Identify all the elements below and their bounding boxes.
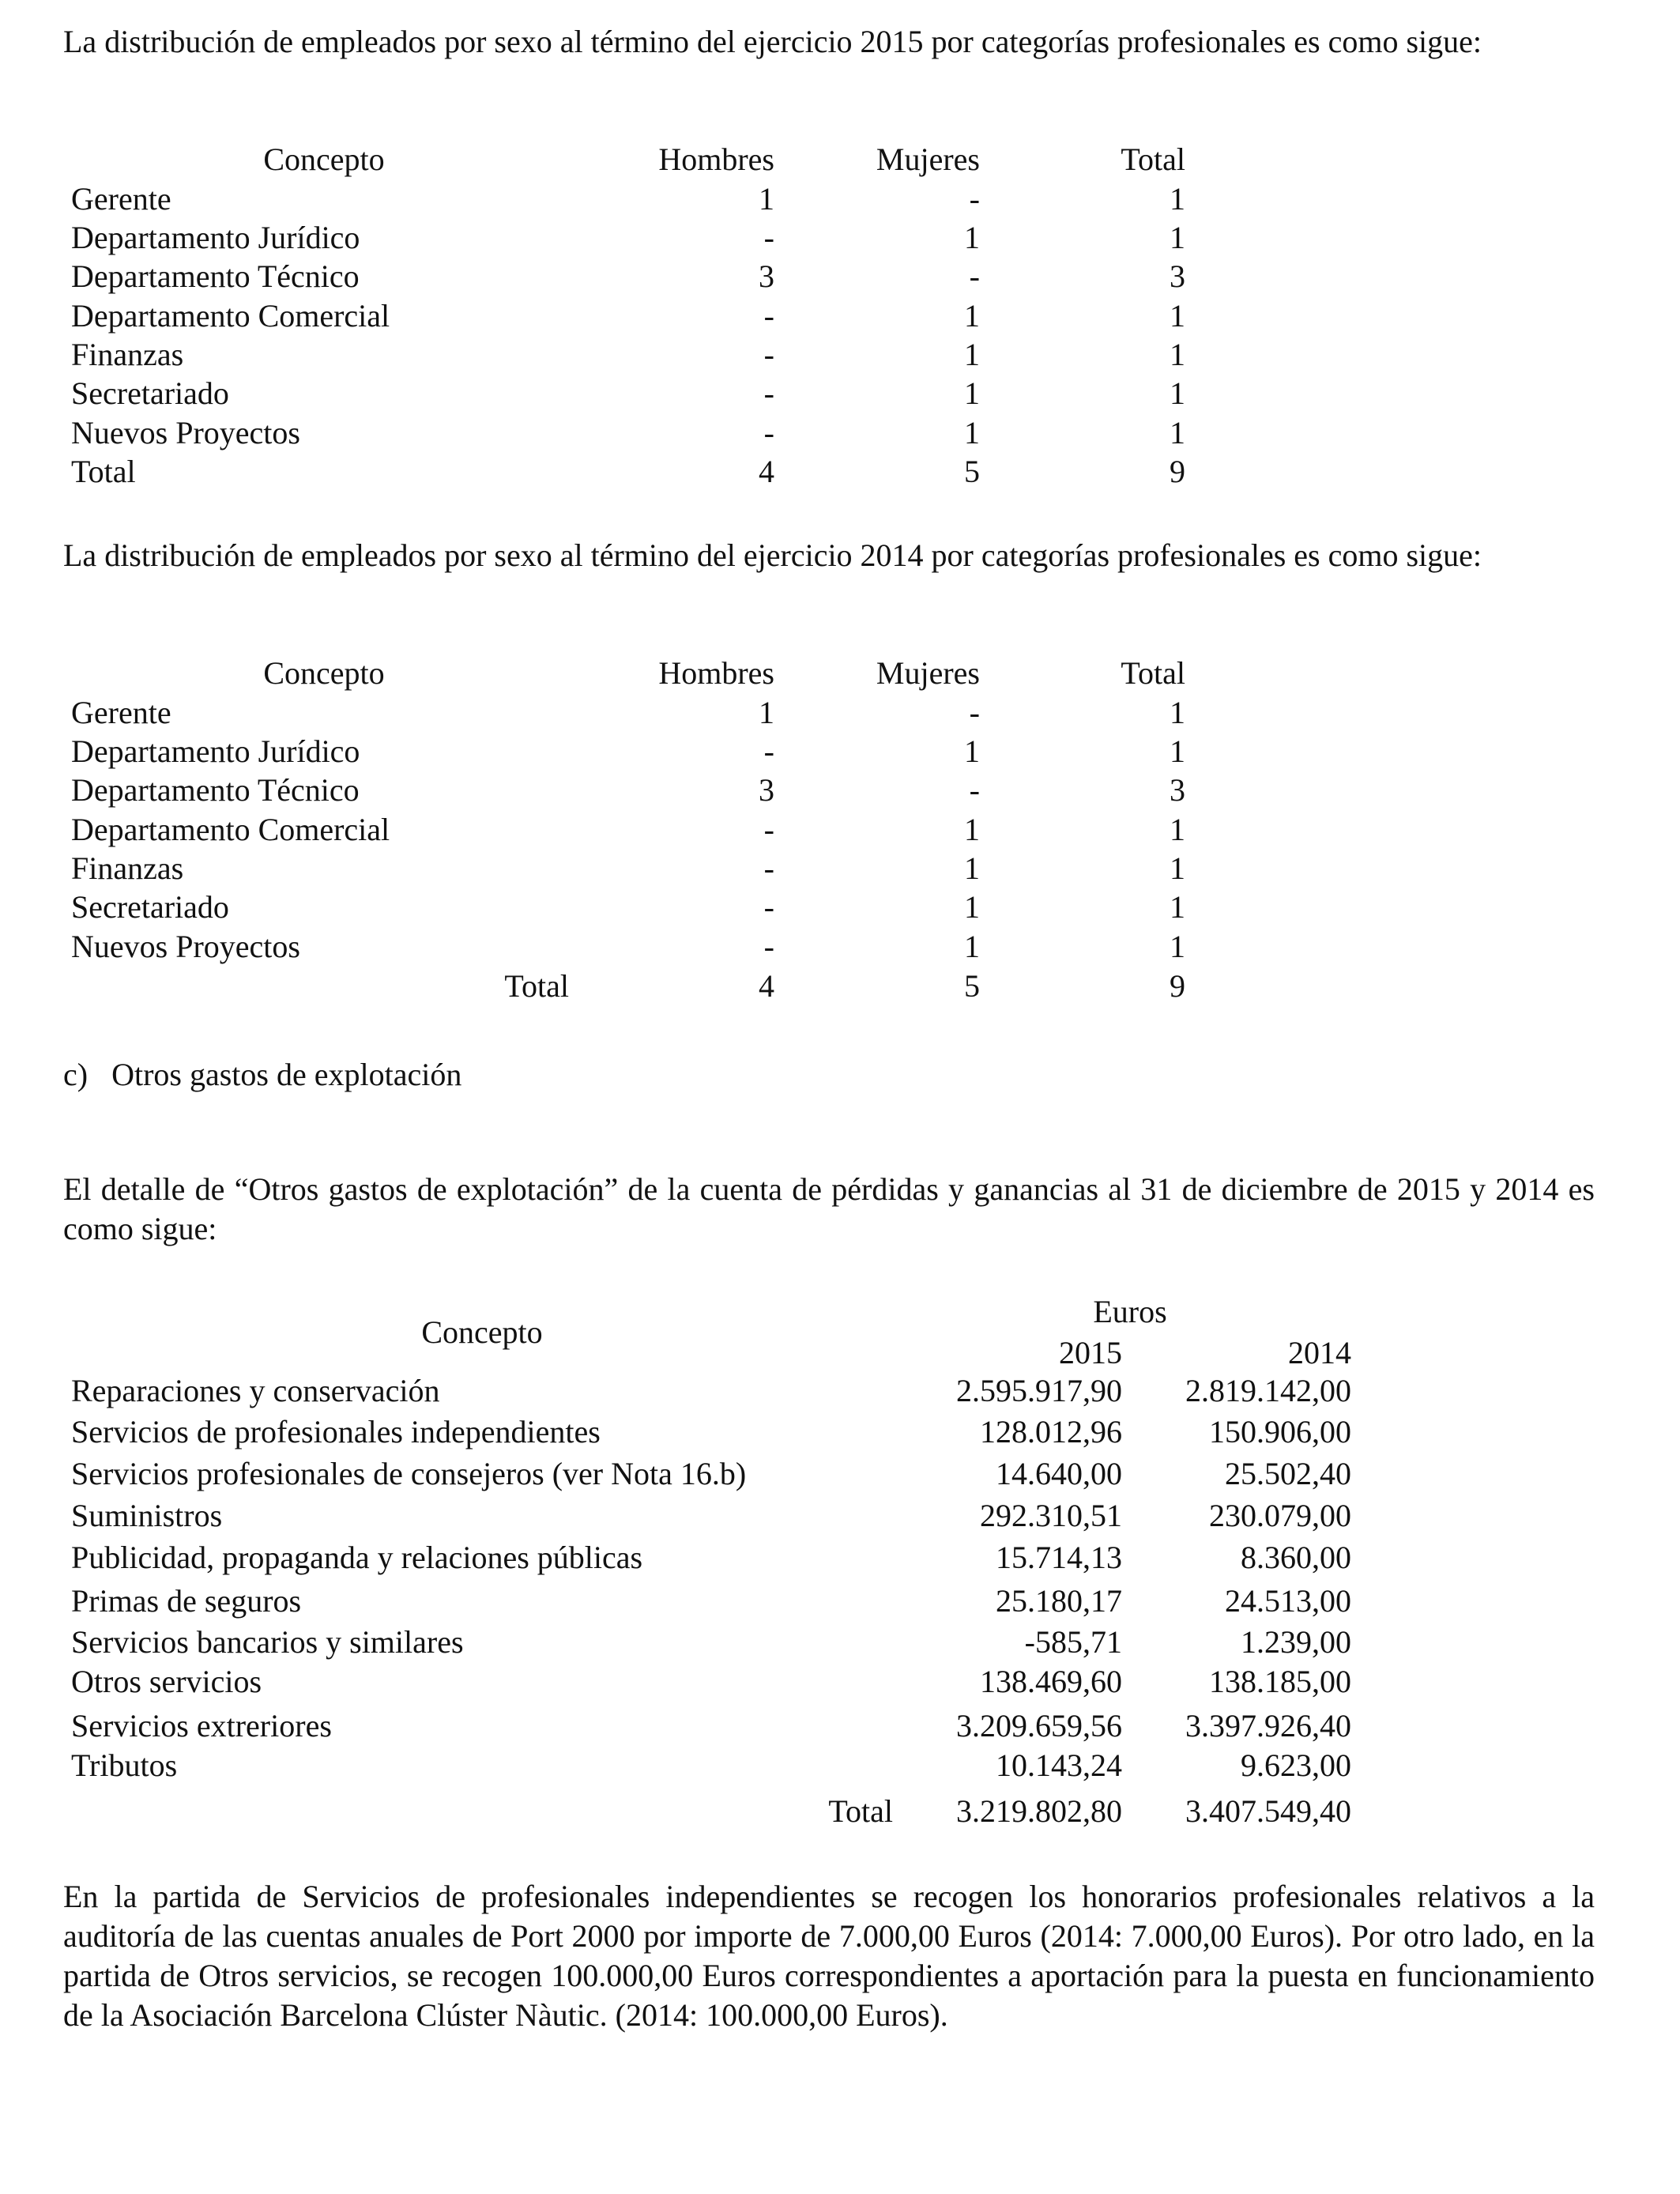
row-mujeres: 1 [964,850,980,886]
row-concepto: Reparaciones y conservación [71,1373,440,1408]
row-mujeres: - [969,258,980,294]
row-total: 1 [1170,181,1185,217]
row-2015: -585,71 [1024,1624,1122,1660]
row-hombres: - [763,812,774,847]
row-hombres: - [763,889,774,925]
row-mujeres: 1 [964,812,980,847]
header-hombres: Hombres [658,655,774,691]
row-total: 9 [1170,454,1185,489]
header-mujeres: Mujeres [876,655,980,691]
row-total: 1 [1170,850,1185,886]
header-2014: 2014 [1288,1335,1351,1370]
row-mujeres: 5 [964,454,980,489]
row-2014: 2.819.142,00 [1185,1373,1351,1408]
row-2015: 25.180,17 [996,1583,1122,1619]
row-mujeres: 1 [964,375,980,411]
row-hombres: 4 [759,454,774,489]
row-total: 1 [1170,220,1185,255]
row-2015: 10.143,24 [996,1747,1122,1783]
row-concepto: Total [504,968,569,1004]
row-mujeres: 1 [964,889,980,925]
row-concepto: Secretariado [71,375,229,411]
row-mujeres: - [969,695,980,730]
header-2015: 2015 [1059,1335,1122,1370]
row-2014: 3.397.926,40 [1185,1708,1351,1744]
row-2014: 1.239,00 [1241,1624,1351,1660]
row-total: 1 [1170,337,1185,372]
row-2015: 128.012,96 [980,1414,1122,1449]
total-label: Total [828,1793,893,1829]
row-concepto: Servicios profesionales de consejeros (ver Nota 16.b) [71,1456,747,1491]
row-total: 1 [1170,929,1185,964]
intro-2015-paragraph: La distribución de empleados por sexo al término del ejercicio 2015 por categorías profesionales es como sigue: [63,24,1482,59]
row-hombres: - [763,850,774,886]
row-concepto: Total [71,454,136,489]
row-concepto: Nuevos Proyectos [71,929,300,964]
total-2015: 3.219.802,80 [956,1793,1122,1829]
row-2015: 15.714,13 [996,1540,1122,1575]
header-euros: Euros [1093,1294,1167,1329]
row-concepto: Nuevos Proyectos [71,415,300,450]
header-total: Total [1121,141,1185,177]
row-2014: 150.906,00 [1209,1414,1351,1449]
row-total: 1 [1170,415,1185,450]
row-total: 1 [1170,695,1185,730]
row-2015: 3.209.659,56 [956,1708,1122,1744]
row-hombres: - [763,415,774,450]
row-concepto: Departamento Técnico [71,772,360,808]
row-mujeres: 1 [964,415,980,450]
row-concepto: Finanzas [71,337,184,372]
row-2014: 25.502,40 [1225,1456,1351,1491]
row-concepto: Finanzas [71,850,184,886]
row-concepto: Publicidad, propaganda y relaciones públicas [71,1540,643,1575]
row-concepto: Primas de seguros [71,1583,302,1619]
row-concepto: Departamento Jurídico [71,733,360,769]
row-2015: 2.595.917,90 [956,1373,1122,1408]
row-concepto: Servicios bancarios y similares [71,1624,464,1660]
row-2015: 14.640,00 [996,1456,1122,1491]
row-hombres: - [763,375,774,411]
row-hombres: - [763,337,774,372]
row-2014: 24.513,00 [1225,1583,1351,1619]
row-hombres: 3 [759,258,774,294]
intro-2014-paragraph: La distribución de empleados por sexo al término del ejercicio 2014 por categorías profesionales es como sigue: [63,537,1482,573]
row-total: 1 [1170,812,1185,847]
row-concepto: Tributos [71,1747,178,1783]
header-concepto: Concepto [421,1314,543,1350]
row-total: 3 [1170,772,1185,808]
row-total: 1 [1170,375,1185,411]
row-hombres: 3 [759,772,774,808]
row-2014: 138.185,00 [1209,1664,1351,1699]
row-concepto: Departamento Jurídico [71,220,360,255]
row-concepto: Otros servicios [71,1664,262,1699]
row-2014: 8.360,00 [1241,1540,1351,1575]
total-2014: 3.407.549,40 [1185,1793,1351,1829]
row-hombres: - [763,298,774,334]
closing-paragraph: En la partida de Servicios de profesionales independientes se recogen los honorarios profesionales relativos a la auditoría de las cuentas anuales de Port 2000 por importe de 7.000,00 Euros (2014: 7.000,00 Euros). Por otro lado, en la partida de Otros servicios, se recogen 100.000,00 Euros correspondientes a aportación para la puesta en funcionamiento de la Asociación Barcelona Clúster Nàutic. (2014: 100.000,00 Euros). [63,1879,1595,2033]
row-concepto: Suministros [71,1498,223,1533]
row-concepto: Servicios de profesionales independientes [71,1414,601,1449]
row-mujeres: 1 [964,298,980,334]
header-total: Total [1121,655,1185,691]
detalle-paragraph: El detalle de “Otros gastos de explotación” de la cuenta de pérdidas y ganancias al 31 de diciembre de 2015 y 2014 es como sigue: [63,1171,1595,1246]
row-mujeres: - [969,181,980,217]
row-total: 1 [1170,889,1185,925]
row-concepto: Secretariado [71,889,229,925]
row-mujeres: 1 [964,220,980,255]
row-concepto: Departamento Comercial [71,812,390,847]
row-hombres: 4 [759,968,774,1004]
row-2014: 230.079,00 [1209,1498,1351,1533]
row-concepto: Departamento Comercial [71,298,390,334]
row-hombres: - [763,929,774,964]
row-mujeres: - [969,772,980,808]
row-concepto: Servicios extreriores [71,1708,332,1744]
row-total: 1 [1170,298,1185,334]
row-total: 3 [1170,258,1185,294]
row-concepto: Departamento Técnico [71,258,360,294]
row-hombres: - [763,220,774,255]
header-mujeres: Mujeres [876,141,980,177]
row-total: 1 [1170,733,1185,769]
header-concepto: Concepto [263,141,385,177]
row-concepto: Gerente [71,181,171,217]
row-hombres: 1 [759,695,774,730]
row-mujeres: 1 [964,929,980,964]
header-concepto: Concepto [263,655,385,691]
row-mujeres: 1 [964,733,980,769]
row-2014: 9.623,00 [1241,1747,1351,1783]
row-concepto: Gerente [71,695,171,730]
row-hombres: 1 [759,181,774,217]
section-c-heading: c) Otros gastos de explotación [63,1057,462,1092]
row-mujeres: 5 [964,968,980,1004]
header-hombres: Hombres [658,141,774,177]
row-2015: 138.469,60 [980,1664,1122,1699]
row-2015: 292.310,51 [980,1498,1122,1533]
row-hombres: - [763,733,774,769]
row-mujeres: 1 [964,337,980,372]
row-total: 9 [1170,968,1185,1004]
